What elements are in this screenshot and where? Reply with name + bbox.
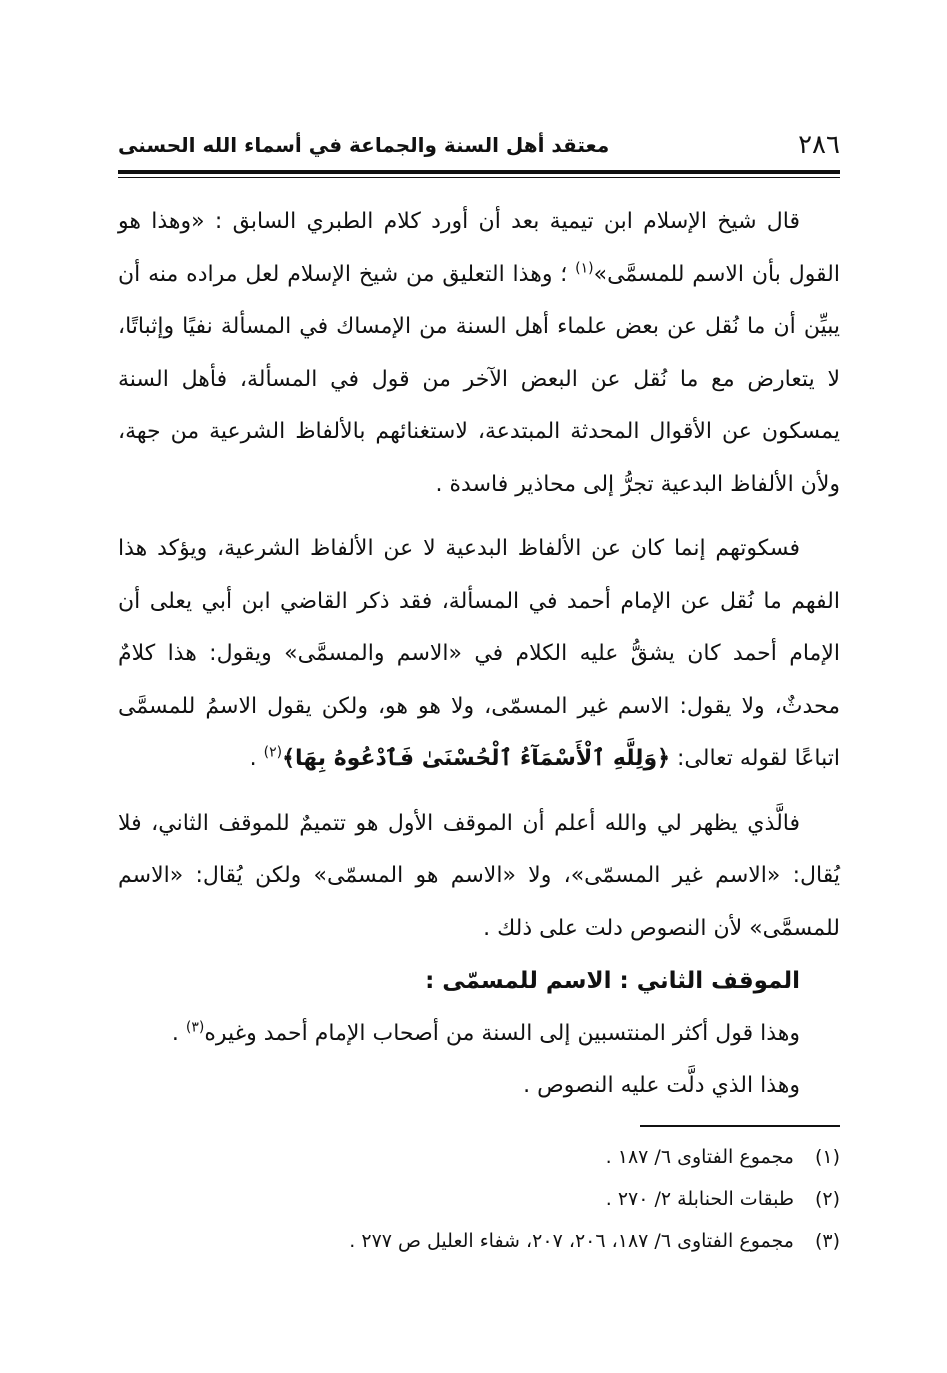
footnote-number: (٣) xyxy=(814,1230,840,1252)
footnote-text: مجموع الفتاوى ٦/ ١٨٧ . xyxy=(605,1146,794,1168)
quran-verse: ﴿وَلِلَّهِ ٱلْأَسْمَآءُ ٱلْحُسْنَىٰ فَٱدْعُوهُ بِهَا﴾ xyxy=(282,746,671,771)
header-rule-thin xyxy=(118,177,840,178)
paragraph-1 xyxy=(118,196,840,511)
section-paragraph-1-text: وهذا قول أكثر المنتسبين إلى السنة من أصحاب الإمام أحمد وغيره xyxy=(204,1020,800,1046)
footnote-number: (١) xyxy=(814,1146,840,1168)
paragraph-spacer xyxy=(118,786,840,798)
section-paragraph-2-text: وهذا الذي دلَّت عليه النصوص . xyxy=(523,1073,800,1098)
section-paragraph-2 xyxy=(118,1060,840,1113)
main-text xyxy=(118,196,840,1113)
running-title: معتقد أهل السنة والجماعة في أسماء الله الحسنى xyxy=(118,133,610,157)
footnote-1 xyxy=(118,1136,840,1178)
footnote-number: (٢) xyxy=(814,1188,840,1210)
paragraph-3 xyxy=(118,798,840,956)
header-rule-thick xyxy=(118,170,840,174)
paragraph-2-text-b: . xyxy=(249,746,257,771)
paragraph-1-text-a: قال شيخ الإسلام ابن تيمية بعد أن أورد كلام الطبري السابق : «وهذا هو القول بأن الاسم للمسمَّى» xyxy=(118,209,840,287)
section-heading xyxy=(118,955,840,1008)
paragraph-2-text-a: فسكوتهم إنما كان عن الألفاظ البدعية لا عن الألفاظ الشرعية، ويؤكد هذا الفهم ما نُقل عن الإمام أحمد في المسألة، فقد ذكر القاضي ابن أبي يعلى أن الإمام أحمد كان يشقُّ عليه الكلام في «الاسم والمسمَّى» ويقول: هذا كلامٌ محدثٌ، ولا يقول: الاسم غير المسمّى، ولا هو هو، ولكن يقول الاسمُ للمسمَّى اتباعًا لقوله تعالى: xyxy=(118,536,840,771)
paragraph-3-text: فالَّذي يظهر لي والله أعلم أن الموقف الأول هو تتميمٌ للموقف الثاني، فلا يُقال: «الاسم غير المسمّى»، ولا «الاسم هو المسمّى» ولكن يُقال: «الاسم للمسمَّى» لأن النصوص دلت على ذلك . xyxy=(118,810,840,941)
footnote-2 xyxy=(118,1178,840,1220)
section-heading-text: الموقف الثاني : الاسم للمسمّى : xyxy=(425,968,800,994)
footnote-ref-1[interactable]: (١) xyxy=(575,260,594,277)
footnote-text: مجموع الفتاوى ٦/ ١٨٧، ٢٠٦، ٢٠٧، شفاء العليل ص ٢٧٧ . xyxy=(349,1230,794,1252)
section-paragraph-1-end: . xyxy=(171,1020,179,1046)
paragraph-spacer xyxy=(118,511,840,523)
footnote-3 xyxy=(118,1220,840,1262)
footnote-ref-2[interactable]: (٢) xyxy=(263,744,283,761)
footnote-separator xyxy=(640,1125,840,1127)
page-header xyxy=(118,128,840,168)
footnote-ref-3[interactable]: (٣) xyxy=(185,1019,205,1036)
paragraph-2 xyxy=(118,523,840,786)
section-paragraph-1 xyxy=(118,1008,840,1061)
paragraph-1-text-b: ؛ وهذا التعليق من شيخ الإسلام لعل مراده منه أن يبيِّن أن ما نُقل عن بعض علماء أهل السنة من الإمساك في المسألة نفيًا وإثباتًا، لا يتعارض مع ما نُقل عن البعض الآخر من قول في المسألة، فأهل السنة يمسكون عن الأقوال المحدثة المبتدعة، لاستغنائهم بالألفاظ الشرعية من جهة، ولأن الألفاظ البدعية تجرُّ إلى محاذير فاسدة . xyxy=(118,261,840,497)
footnotes xyxy=(118,1136,840,1262)
page-number: ٢٨٦ xyxy=(798,130,840,160)
footnote-text: طبقات الحنابلة ٢/ ٢٧٠ . xyxy=(605,1188,794,1210)
